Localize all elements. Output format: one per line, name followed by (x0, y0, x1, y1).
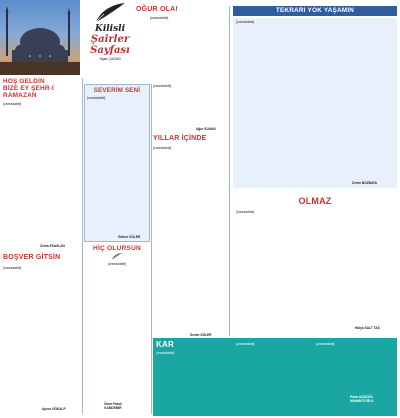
quill-icon (92, 2, 128, 24)
col4-poem1-title: TEKRARI YOK YAŞAMIN (275, 7, 355, 14)
logo-main: Şairler Sayfası (90, 34, 130, 56)
col2-poem1-sign: Uğur ELMAN (196, 127, 216, 131)
page-logo (86, 2, 134, 75)
logo-top: Kilisli (95, 24, 125, 34)
col3-poem1-body: [unreadable] (153, 146, 172, 150)
col2-poem2-sign: Gülser GÜLER (118, 235, 141, 239)
feather-icon (111, 252, 123, 260)
col4-poem2-sign: Hülya SALT TAŞ (355, 326, 380, 330)
col3-poem1-title: YILLAR İÇİNDE (153, 135, 207, 142)
col4-poem1-sign: Zerrin BOZBAYA (352, 181, 378, 185)
col2-poem1-body: [unreadable] (150, 16, 169, 20)
col1-poem1-sign: Zehra ESASLAN (40, 244, 65, 248)
col1-poem2-body: [unreadable] (3, 266, 22, 270)
col1-poem2-sign: Aynur GÖKALP (42, 407, 66, 411)
kar-title: KAR (156, 340, 174, 349)
col2-poem1-title: OĞUR OLA! (136, 6, 178, 13)
col2-poem3-sign: Ömer Faruk KANDEMİR (104, 402, 122, 411)
mosque-silhouette-icon (0, 0, 80, 75)
col3-intro-body: [unreadable] (153, 84, 172, 88)
col1-poem1-body: [unreadable] (3, 102, 22, 106)
column-divider (229, 6, 230, 336)
kar-col3: [unreadable] (316, 342, 335, 346)
col1-poem2-title: BOŞVER GİTSİN (3, 254, 61, 261)
col2-poem2-title: SEVERİM SENİ (93, 87, 141, 94)
column-divider (82, 78, 83, 414)
kar-col2: [unreadable] (236, 342, 255, 346)
col4-poem2-body: [unreadable] (236, 210, 255, 214)
col3-poem1-sign: Sevim GÜLER (190, 333, 212, 337)
kar-sign: Pınar AÇIKGÖL MAHMUTOĞLU (350, 395, 374, 404)
column-divider (151, 84, 152, 414)
col1-poem1-title: HOŞ GELDİN BİZE EY ŞEHR-İ RAMAZAN (3, 78, 54, 100)
col4-poem1-body: [unreadable] (236, 20, 255, 24)
editor-name: Nigar ÇAĞAN (99, 57, 121, 61)
col2-poem3-body: [unreadable] (107, 262, 127, 266)
masthead-photo (0, 0, 80, 75)
kar-col1: [unreadable] (156, 351, 175, 355)
col4-poem2-title: OLMAZ (298, 196, 332, 206)
col2-poem3-title: HİÇ OLURSUN (93, 245, 141, 252)
col2-poem2-body: [unreadable] (87, 96, 106, 100)
